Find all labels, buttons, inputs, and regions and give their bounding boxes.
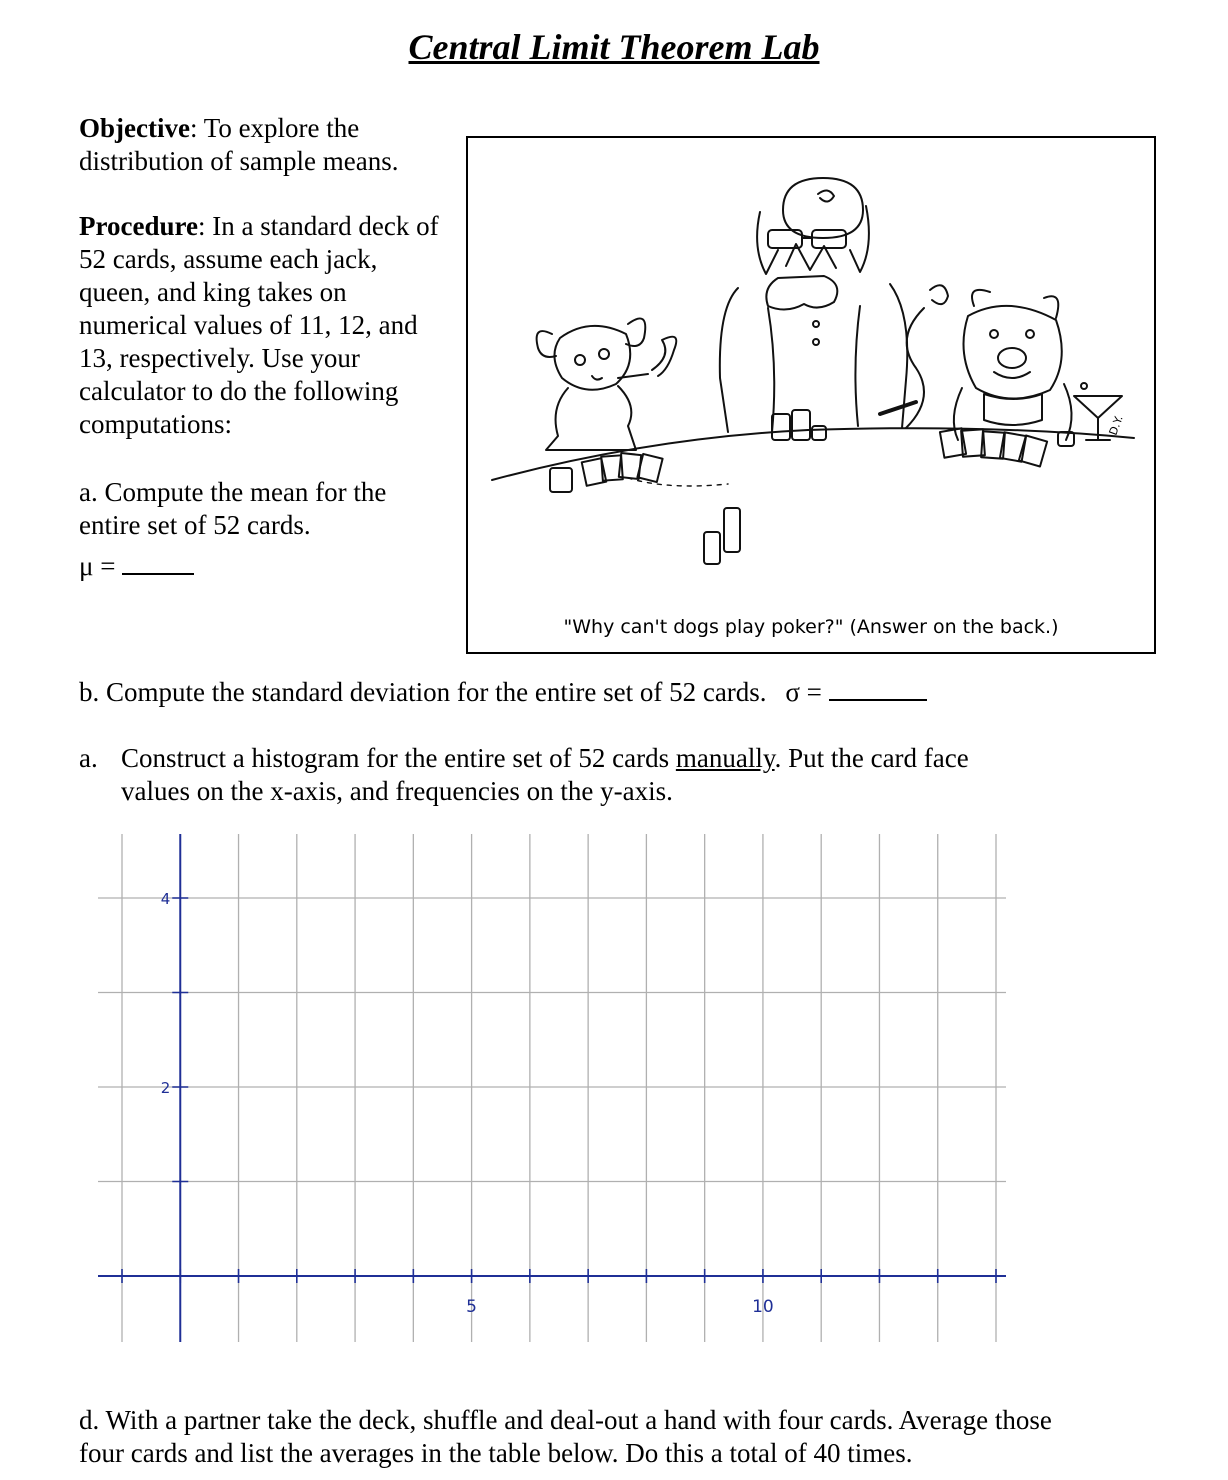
cigar <box>880 402 916 414</box>
part-c-text-1b: . Put the card face <box>774 743 969 773</box>
part-c-text-2: values on the x-axis, and frequencies on the y-axis. <box>121 776 673 806</box>
smoke-plume <box>906 308 924 428</box>
procedure-line: queen, and king takes on <box>79 277 347 307</box>
part-b-section <box>79 676 927 709</box>
part-d-text-2: four cards and list the averages in the table below. Do this a total of 40 times. <box>79 1438 913 1468</box>
part-d-text-1: d. With a partner take the deck, shuffle and deal-out a hand with four cards. Average those <box>79 1405 1052 1435</box>
cartoon-frame <box>466 136 1156 654</box>
part-b-text: b. Compute the standard deviation for the entire set of 52 cards. <box>79 677 767 707</box>
bulldog-figure <box>954 290 1072 440</box>
histogram-grid[interactable] <box>0 820 1228 1360</box>
objective-section <box>79 112 459 178</box>
chihuahua-figure <box>537 318 677 450</box>
card-hands <box>582 428 1047 486</box>
procedure-line: 52 cards, assume each jack, <box>79 244 378 274</box>
procedure-text-1: : In a standard deck of <box>197 211 439 241</box>
procedure-line: numerical values of 11, 12, and <box>79 310 418 340</box>
mu-label: μ = <box>79 551 116 581</box>
page-title: Central Limit Theorem Lab <box>408 27 820 67</box>
part-a-text-2: entire set of 52 cards. <box>79 510 311 540</box>
x-tick-label: 10 <box>752 1297 774 1317</box>
sigma-label: σ = <box>785 677 822 707</box>
part-a-section <box>79 476 459 542</box>
mu-answer <box>79 550 194 583</box>
part-a-text-1: a. Compute the mean for the <box>79 477 387 507</box>
part-c-section <box>79 742 1179 808</box>
objective-label: Objective <box>79 113 190 143</box>
man-figure <box>720 178 907 432</box>
y-tick-label: 4 <box>160 890 171 908</box>
objective-text-2: distribution of sample means. <box>79 146 399 176</box>
cartoon-caption: "Why can't dogs play poker?" (Answer on the back.) <box>563 616 1059 638</box>
y-tick-label: 2 <box>160 1079 171 1097</box>
part-c-manually: manually <box>675 743 775 773</box>
mu-answer-blank[interactable] <box>122 573 194 575</box>
part-d-section <box>79 1404 1219 1470</box>
sigma-answer-blank[interactable] <box>829 699 927 701</box>
procedure-line: 13, respectively. Use your <box>79 343 360 373</box>
x-tick-label: 5 <box>466 1297 478 1317</box>
part-c-marker: a. <box>79 743 98 773</box>
procedure-section <box>79 210 469 441</box>
procedure-label: Procedure <box>79 211 198 241</box>
artist-initials: D.Y. <box>1106 413 1126 438</box>
objective-text-1: : To explore the <box>189 113 360 143</box>
procedure-line: computations: <box>79 409 232 439</box>
procedure-line: calculator to do the following <box>79 376 399 406</box>
part-c-text-1a: Construct a histogram for the entire set of 52 cards <box>121 743 676 773</box>
poker-dogs-illustration <box>468 138 1154 608</box>
